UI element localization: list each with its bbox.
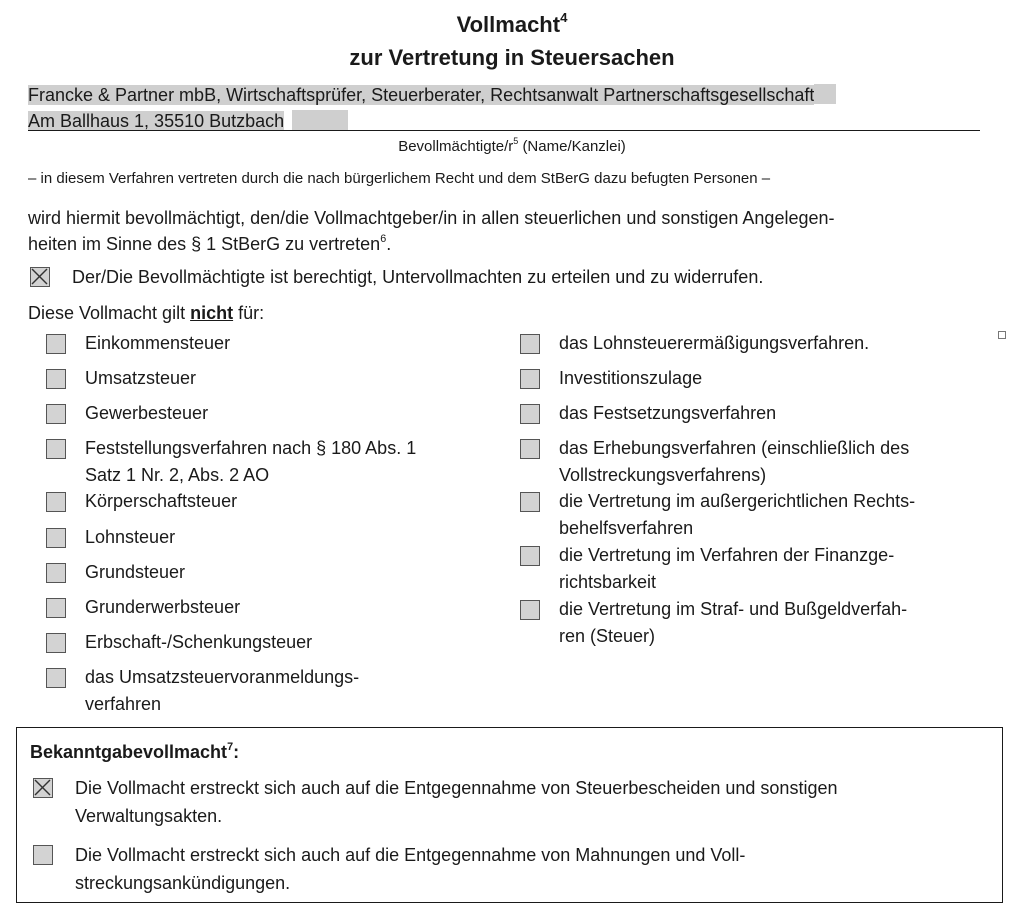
exclusion-left-0-label: Einkommensteuer	[85, 333, 231, 353]
representative-caption: Bevollmächtigte/$r^5$ (Name/Kanzlei)	[398, 136, 626, 155]
exclusion-right-0-checkbox[interactable]	[520, 334, 540, 354]
exclusion-right-0-label: das Lohnsteuerermäßigungsverfahren.	[559, 333, 870, 353]
exclusion-right-3-checkbox[interactable]	[520, 439, 540, 459]
sub-authority-label: Der/Die Bevollmächtigte ist berechtigt, Untervollmachten zu erteilen und zu widerrufen.	[72, 267, 764, 287]
represented-by-note: – in diesem Verfahren vertreten durch die nach bürgerlichem Recht und dem StBerG dazu befugten Personen –	[28, 170, 771, 187]
exclusion-left-9-checkbox[interactable]	[46, 668, 66, 688]
exclusion-right-5-label: die Vertretung im Verfahren der Finanzge- richtsbarkeit	[559, 545, 895, 592]
exclusion-left-5-checkbox[interactable]	[46, 528, 66, 548]
exclusion-right-4-label: die Vertretung im außergerichtlichen Rechts- behelfsverfahren	[559, 491, 916, 538]
exclusion-left-2-label: Gewerbesteuer	[85, 403, 209, 423]
exclusion-left-6-checkbox[interactable]	[46, 563, 66, 583]
notification-option-1-label: Die Vollmacht erstreckt sich auch auf die Entgegennahme von Mahnungen und Voll- streckungsankündigungen.	[75, 845, 746, 893]
notification-option-0-checkbox[interactable]	[33, 778, 53, 798]
exclusion-right-1-checkbox[interactable]	[520, 369, 540, 389]
exclusion-right-2-label: das Festsetzungsverfahren	[559, 403, 777, 423]
exclusion-right-6-label: die Vertretung im Straf- und Bußgeldverfah- ren (Steuer)	[559, 599, 908, 646]
authorization-paragraph: wird hiermit bevollmächtigt, den/die Vollmachtgeber/in in allen steuerlichen und sonstigen Angelegen- heiten im Sinne des § 1 StBerG zu vertreten$^6$.	[28, 208, 835, 254]
exclusion-right-1-label: Investitionszulage	[559, 368, 703, 388]
exclusion-left-1-label: Umsatzsteuer	[85, 368, 197, 388]
exclusion-left-7-label: Grunderwerbsteuer	[85, 597, 241, 617]
footnote-ref: 4	[560, 10, 568, 26]
notification-heading: Bekanntgabevollmacht$^7$:	[30, 740, 240, 762]
exclusions-intro: Diese Vollmacht gilt nicht für:	[28, 303, 265, 323]
exclusion-left-2-checkbox[interactable]	[46, 404, 66, 424]
exclusion-left-3-label: Feststellungsverfahren nach § 180 Abs. 1 Satz 1 Nr. 2, Abs. 2 AO	[85, 438, 417, 485]
exclusion-right-4-checkbox[interactable]	[520, 492, 540, 512]
notification-option-1-checkbox[interactable]	[33, 845, 53, 865]
exclusion-left-3-checkbox[interactable]	[46, 439, 66, 459]
signature-underline	[28, 130, 980, 131]
exclusion-right-2-checkbox[interactable]	[520, 404, 540, 424]
exclusion-left-8-label: Erbschaft-/Schenkungsteuer	[85, 632, 313, 652]
check-cross-icon	[34, 779, 51, 796]
exclusion-left-5-label: Lohnsteuer	[85, 527, 176, 547]
exclusion-left-7-checkbox[interactable]	[46, 598, 66, 618]
exclusion-left-6-label: Grundsteuer	[85, 562, 186, 582]
document-subtitle: zur Vertretung in Steuersachen	[349, 45, 675, 70]
sub-authority-checkbox[interactable]	[30, 267, 50, 287]
exclusion-left-0-checkbox[interactable]	[46, 334, 66, 354]
exclusion-right-6-checkbox[interactable]	[520, 600, 540, 620]
exclusion-left-8-checkbox[interactable]	[46, 633, 66, 653]
representative-address-field[interactable]: Am Ballhaus 1, 35510 Butzbach	[28, 110, 348, 132]
anchor-marker	[998, 331, 1006, 339]
exclusion-left-9-label: das Umsatzsteuervoranmeldungs- verfahren	[85, 667, 360, 714]
exclusion-left-4-label: Körperschaftsteuer	[85, 491, 238, 511]
check-cross-icon	[31, 268, 48, 285]
exclusion-left-1-checkbox[interactable]	[46, 369, 66, 389]
notification-option-0-label: Die Vollmacht erstreckt sich auch auf die Entgegennahme von Steuerbescheiden und sonstigen Verwaltungsakten.	[75, 778, 838, 826]
representative-name-field[interactable]: Francke & Partner mbB, Wirtschaftsprüfer, Steuerberater, Rechtsanwalt Partnerschaftsgesellschaft	[28, 84, 836, 106]
exclusion-right-5-checkbox[interactable]	[520, 546, 540, 566]
exclusion-right-3-label: das Erhebungsverfahren (einschließlich des Vollstreckungsverfahrens)	[559, 438, 910, 485]
exclusion-left-4-checkbox[interactable]	[46, 492, 66, 512]
document-title: Vollmacht$^4$	[456, 10, 568, 37]
